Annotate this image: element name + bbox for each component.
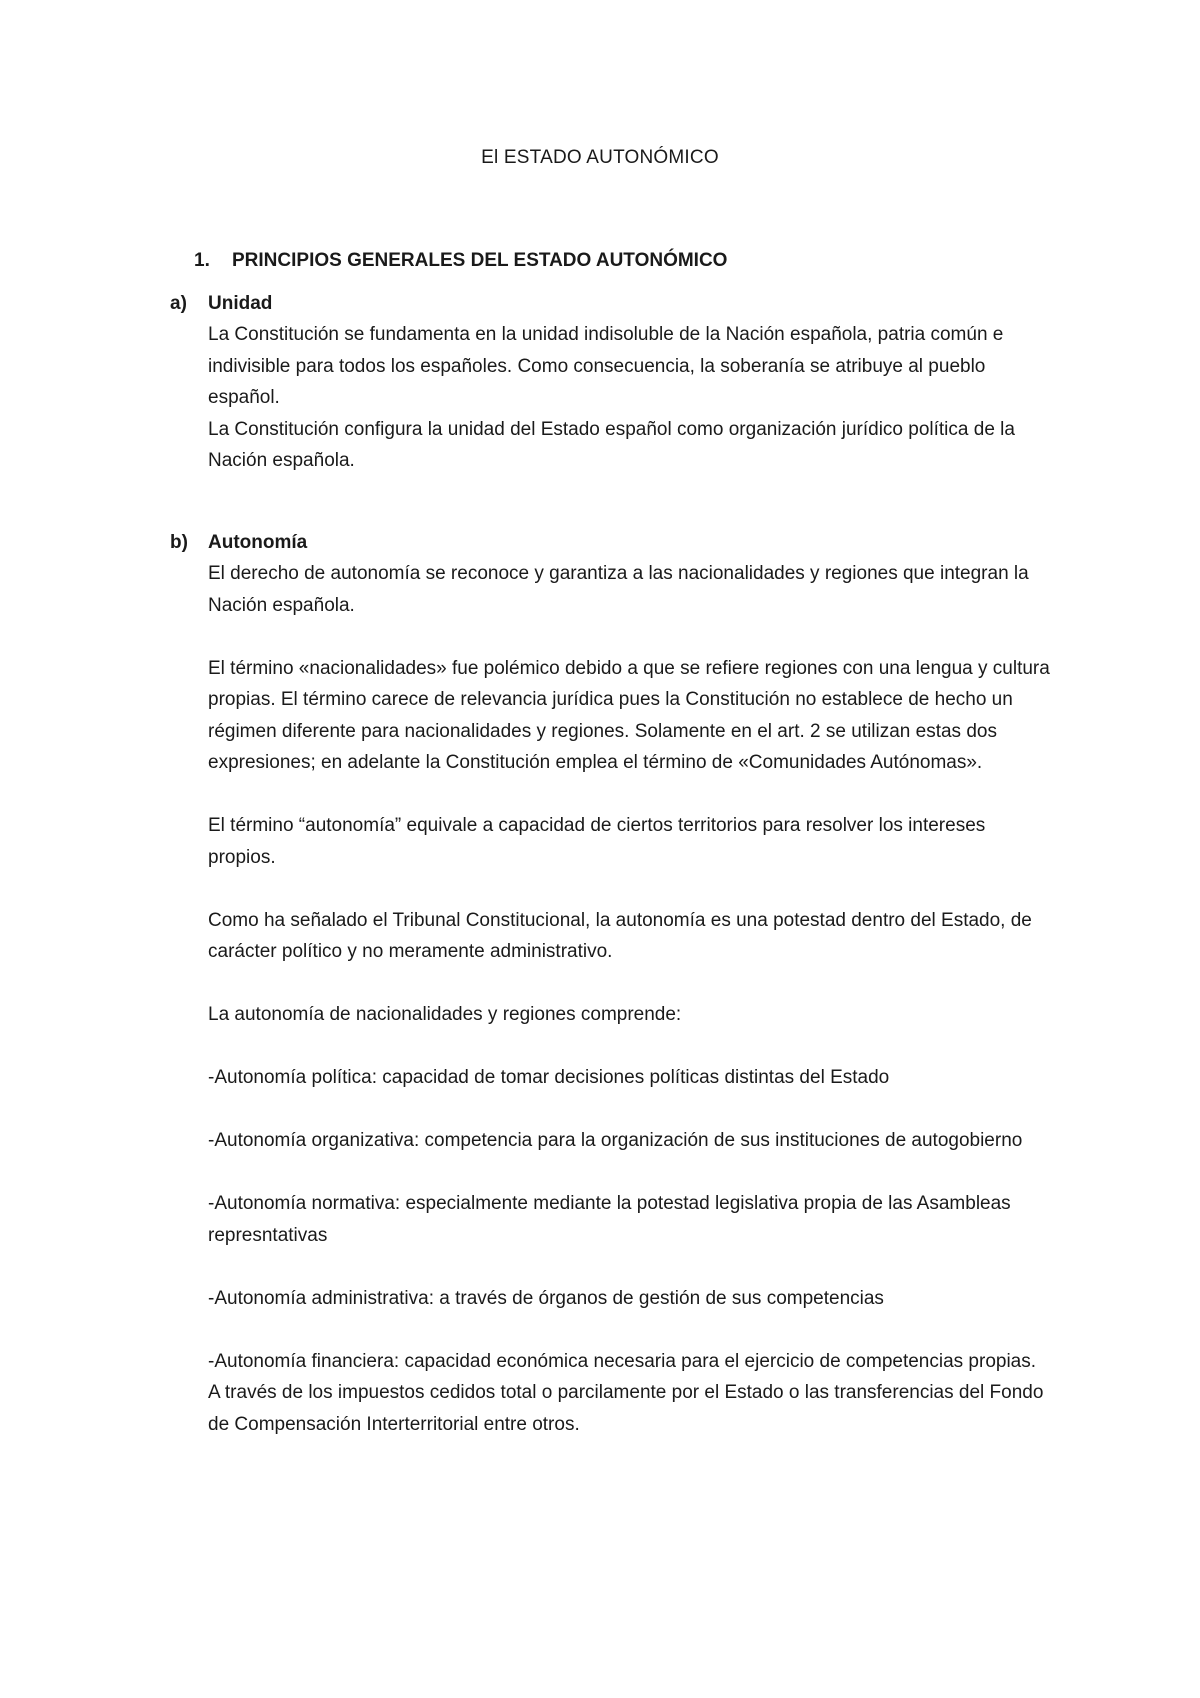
list-item: -Autonomía política: capacidad de tomar decisiones políticas distintas del Estado — [208, 1067, 890, 1088]
subsection-autonomia — [170, 527, 1050, 1440]
section-number: 1. — [194, 250, 210, 271]
subsection-letter: b) — [170, 532, 188, 553]
subsection-title: Unidad — [208, 293, 273, 314]
paragraph: El término “autonomía” equivale a capacidad de ciertos territorios para resolver los intereses propios. — [208, 815, 986, 868]
subsection-title: Autonomía — [208, 532, 308, 553]
list-item: -Autonomía administrativa: a través de órganos de gestión de sus competencias — [208, 1287, 884, 1309]
subsection-letter: a) — [170, 293, 187, 314]
paragraph: El término «nacionalidades» fue polémico debido a que se refiere regiones con una lengua y cultura propias. El término carece de relevancia jurídica pues la Constitución no establece de hecho un régimen diferente para nacionalidades y regiones. Solamente en el art. 2 se utilizan estas dos expresiones; en adelante la Constitución emplea el término de «Comunidades Autónomas». — [208, 657, 1050, 773]
subsection-unidad — [170, 288, 1050, 477]
paragraph: La Constitución se fundamenta en la unidad indisoluble de la Nación española, patria común e indivisible para todos los españoles. Como consecuencia, la soberanía se atribuye al pueblo español. — [208, 324, 1004, 408]
section-heading — [194, 250, 727, 272]
list-item: -Autonomía organizativa: competencia para la organización de sus instituciones de autogobierno — [208, 1130, 1023, 1151]
subsection-body — [208, 319, 1050, 477]
paragraph: La autonomía de nacionalidades y regiones comprende: — [208, 1004, 682, 1025]
document-title: El ESTADO AUTONÓMICO — [481, 147, 719, 168]
section-title: PRINCIPIOS GENERALES DEL ESTADO AUTONÓMICO — [232, 250, 728, 271]
paragraph: El derecho de autonomía se reconoce y garantiza a las nacionalidades y regiones que integran la Nación española. — [208, 563, 1029, 616]
subsection-heading — [170, 288, 1050, 319]
subsection-heading — [170, 527, 1050, 558]
list-item: -Autonomía financiera: capacidad económica necesaria para el ejercicio de competencias propias. A través de los impuestos cedidos total o parcilamente por el Estado o las transferencias del Fondo de Compensación Interterritorial entre otros. — [208, 1350, 1044, 1435]
subsection-body — [208, 558, 1050, 1440]
paragraph: Como ha señalado el Tribunal Constitucional, la autonomía es una potestad dentro del Estado, de carácter político y no meramente administrativo. — [208, 909, 1032, 962]
list-item: -Autonomía normativa: especialmente mediante la potestad legislativa propia de las Asambleas represntativas — [208, 1193, 1011, 1246]
paragraph: La Constitución configura la unidad del Estado español como organización jurídico política de la Nación española. — [208, 418, 1015, 471]
